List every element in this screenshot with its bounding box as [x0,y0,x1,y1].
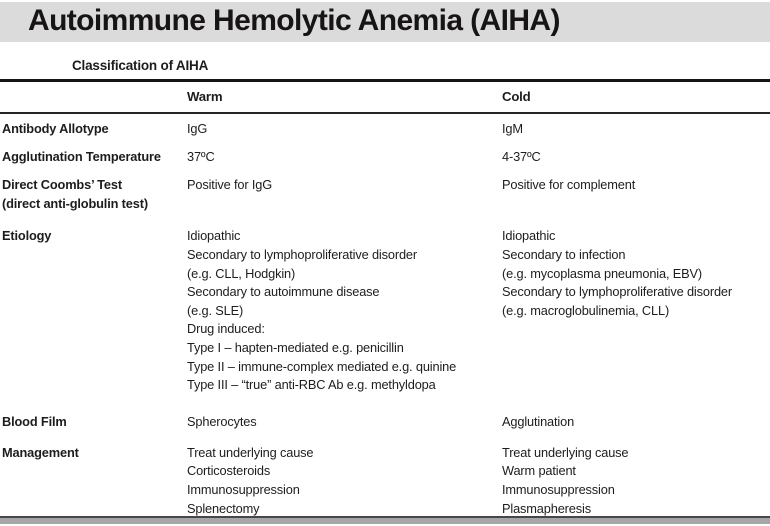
cell-line: IgM [502,121,523,136]
column-header-warm: Warm [187,89,223,104]
table-caption: Classification of AIHA [72,58,209,73]
cold-cell [502,444,770,518]
cell-line: Type III – “true” anti-RBC Ab e.g. methyldopa [187,377,436,393]
cell-line: Idiopathic [502,228,556,244]
cold-cell [502,120,770,139]
cell-line: Secondary to autoimmune disease [187,284,380,300]
row-label-line-1: Direct Coombs’ Test [2,177,122,193]
warm-cell [187,176,502,213]
cell-line: Type I – hapten-mediated e.g. penicillin [187,339,404,355]
cell-line: (e.g. mycoplasma pneumonia, EBV) [502,265,703,281]
cell-line: Immunosuppression [502,482,615,497]
row-label [0,176,187,213]
warm-cell [187,148,502,167]
cell-line: Secondary to infection [502,246,626,262]
cell-line: Type II – immune-complex mediated e.g. quinine [187,358,457,374]
cold-cell [502,227,770,394]
table-body [0,120,770,518]
row-label: Management [2,444,79,460]
cell-line: Secondary to lymphoproliferative disorder [187,246,417,262]
cell-line: (e.g. CLL, Hodgkin) [187,265,296,281]
cell-line: Spherocytes [187,413,257,429]
cell-line: Agglutination [502,413,575,429]
cell-line: Treat underlying cause [187,444,314,460]
cell-line: Plasmapheresis [502,500,591,516]
cold-cell [502,413,770,432]
cell-line: IgG [187,121,208,136]
cell-line: Positive for complement [502,177,636,193]
cell-line: (e.g. SLE) [187,302,244,318]
row-label: Antibody Allotype [2,121,109,136]
cell-line: Immunosuppression [187,482,300,497]
cell-line: Positive for IgG [187,177,273,193]
cold-cell [502,148,770,167]
row-label: Etiology [2,228,52,244]
table-row-management [0,444,770,518]
cell-line: (e.g. macroglobulinemia, CLL) [502,302,670,318]
table-row-blood-film [0,413,770,432]
warm-cell [187,120,502,139]
row-label-line-2: (direct anti-globulin test) [2,195,148,211]
table-row-agglutination-temperature [0,148,770,167]
column-header-cold: Cold [502,89,531,104]
warm-cell [187,413,502,432]
warm-cell [187,227,502,394]
cell-line: 4-37ºC [502,148,541,164]
page-title: Autoimmune Hemolytic Anemia (AIHA) [28,4,560,37]
cell-line: 37ºC [187,148,215,164]
cell-line: Warm patient [502,463,576,479]
table-row-direct-coombs-test [0,176,770,213]
bottom-gray-strip [0,518,770,524]
cold-cell [502,176,770,213]
warm-cell [187,444,502,518]
cell-line: Corticosteroids [187,463,271,479]
horizontal-rule-thin [0,112,770,114]
cell-line: Splenectomy [187,500,260,516]
row-label: Blood Film [2,413,67,429]
cell-line: Treat underlying cause [502,444,629,460]
cell-line: Drug induced: [187,321,265,337]
table-row-antibody-allotype [0,120,770,139]
table-row-etiology [0,227,770,394]
row-label: Agglutination Temperature [2,148,161,164]
cell-line: Secondary to lymphoproliferative disorder [502,284,732,300]
cell-line: Idiopathic [187,228,241,244]
horizontal-rule-heavy [0,79,770,82]
